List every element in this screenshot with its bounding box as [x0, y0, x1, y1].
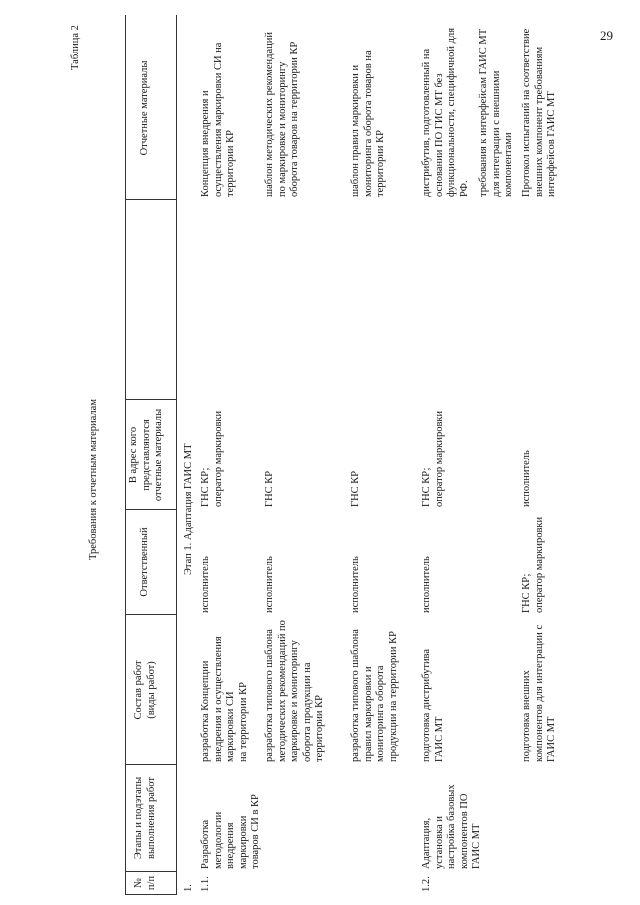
row-1-2-item-1-addressee: ГНС КР; оператор маркировки — [421, 410, 445, 507]
table-caption: Требования к отчетным материалам — [88, 399, 99, 560]
row-1-2-item-1-work: подготовка дистрибутива ГАИС МТ — [421, 648, 445, 762]
row-1-1-item-2-material: шаблон методических рекомендаций по маркировке и мониторингу оборота товаров на территории КР — [264, 32, 300, 197]
row-1-2-item-2-work: подготовка внешних компонентов для интеграции с ГАИС МТ — [521, 624, 557, 762]
row-1-1-item-1-work: разработка Концепции внедрения и осуществления маркировки СИ на территории КР — [200, 636, 249, 762]
col-divider — [125, 764, 176, 765]
col-divider — [125, 399, 176, 400]
page-number: 29 — [600, 28, 613, 43]
row-1-2-item-2-material: Протокол испытаний на соответствие внешних компонент требованиям интерфейсов ГАИС МТ — [521, 28, 557, 197]
row-1-1-item-1-responsible: исполнитель — [200, 556, 211, 613]
header-bottom-border — [176, 15, 177, 895]
row-1-1-item-2-addressee: ГНС КР — [264, 470, 275, 507]
col-divider — [125, 509, 176, 510]
row-1-1-item-3-work: разработка типового шаблона правил маркировки и мониторинга оборота продукции на территории КР — [350, 629, 399, 762]
row-1-1-item-1-addressee: ГНС КР; оператор маркировки — [200, 410, 224, 507]
table-top-border — [125, 15, 126, 895]
row-1-1-item-2-work: разработка типового шаблона методических рекомендаций по маркировке и мониторингу оборота продукции на территории КР — [264, 620, 325, 762]
stage-1-num: 1. — [183, 884, 194, 892]
row-1-2-item-2-responsible: ГНС КР; оператор маркировки — [521, 516, 545, 613]
row-1-1-stage: Разработка методологии внедрения маркировки товаров СИ в КР — [200, 794, 261, 869]
header-responsible: Ответственный — [139, 527, 150, 597]
row-1-1-item-1-material: Концепция внедрения и осуществления маркировки СИ на территории КР — [200, 42, 236, 197]
header-works: Состав работ (виды работ) — [133, 660, 157, 720]
table-label: Таблица 2 — [70, 25, 81, 70]
row-1-2-item-1-material: дистрибутив, подготовленный на основании ПО ГИС МТ без функциональности, специфичной для РФ. — [421, 27, 470, 197]
row-1-1-item-3-addressee: ГНС КР — [350, 470, 361, 507]
row-1-2-item-1-material-extra: требования к интерфейсам ГАИС МТ для интеграции с внешними компонентами — [478, 28, 514, 197]
row-1-2-item-2-addressee: исполнитель — [521, 450, 532, 507]
row-1-1-item-3-material: шаблон правил маркировки и мониторинга оборота товаров на территории КР — [350, 50, 386, 197]
col-divider — [125, 614, 176, 615]
header-addressee: В адрес кого представляются отчетные материалы — [128, 408, 164, 502]
row-1-1-num: 1.1. — [200, 876, 211, 892]
row-1-1-item-3-responsible: исполнитель — [350, 556, 361, 613]
row-1-2-stage: Адаптация, установка и настройка базовых компонентов ПО ГАИС МТ — [421, 784, 482, 869]
header-num: № п/п — [133, 875, 157, 891]
row-1-2-num: 1.2. — [421, 876, 432, 892]
stage-1-title: Этап 1. Адаптация ГАИС МТ — [183, 443, 194, 575]
table-left-border — [125, 894, 176, 895]
header-stages: Этапы и подэтапы выполнения работ — [133, 776, 157, 860]
col-divider — [125, 871, 176, 872]
row-1-1-item-2-responsible: исполнитель — [264, 556, 275, 613]
col-divider — [125, 199, 176, 200]
header-materials: Отчетные материалы — [139, 60, 150, 156]
row-1-2-item-1-responsible: исполнитель — [421, 556, 432, 613]
